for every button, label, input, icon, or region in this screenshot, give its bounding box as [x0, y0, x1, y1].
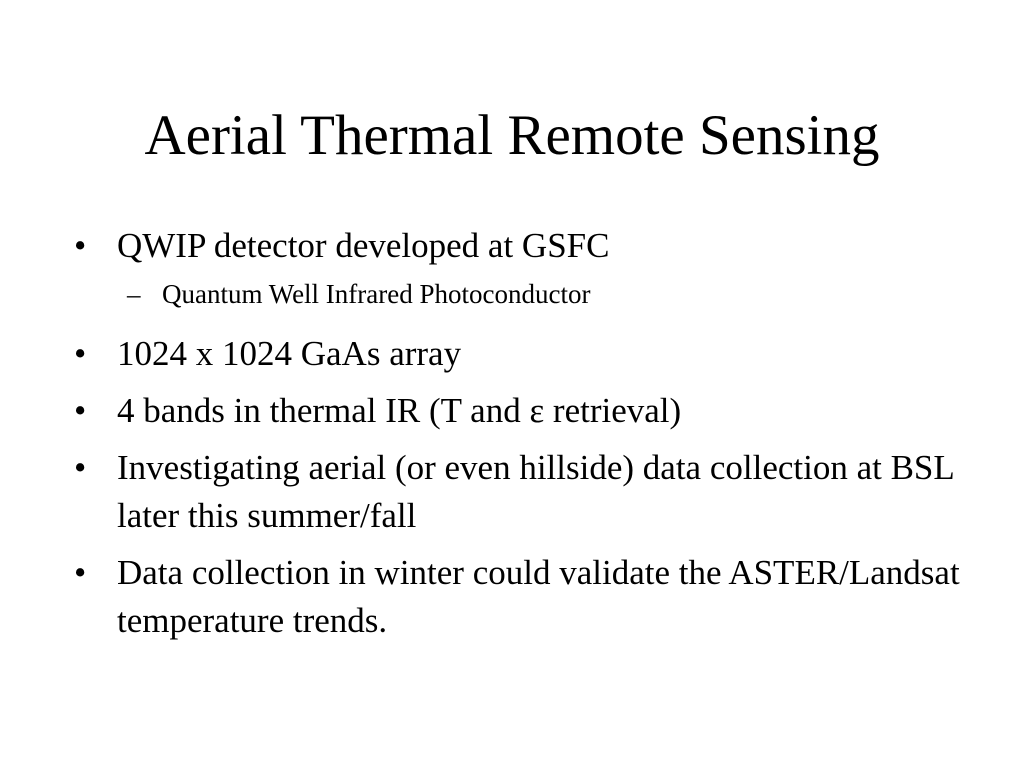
bullet-text: Data collection in winter could validate the ASTER/Landsat temperature trends.: [117, 553, 960, 640]
subbullet-marker: –: [127, 279, 141, 309]
bullet-list: [74, 222, 974, 654]
bullet-text: 4 bands in thermal IR (T and ε retrieval): [117, 391, 682, 430]
subbullet-text: Quantum Well Infrared Photoconductor: [162, 279, 591, 309]
slide-title: Aerial Thermal Remote Sensing: [144, 104, 880, 167]
bullet-item: [74, 387, 974, 435]
bullet-text: 1024 x 1024 GaAs array: [117, 334, 462, 373]
bullet-marker: •: [74, 226, 87, 265]
bullet-text: Investigating aerial (or even hillside) data collection at BSL later this summer/fall: [117, 448, 954, 535]
bullet-item: [74, 330, 974, 378]
bullet-marker: •: [74, 553, 87, 592]
bullet-item: [74, 444, 974, 540]
bullet-marker: •: [74, 391, 87, 430]
subbullet-item: [127, 277, 974, 311]
bullet-text: QWIP detector developed at GSFC: [117, 226, 610, 265]
bullet-item: [74, 222, 974, 270]
bullet-marker: •: [74, 334, 87, 373]
bullet-marker: •: [74, 448, 87, 487]
bullet-item: [74, 549, 974, 645]
